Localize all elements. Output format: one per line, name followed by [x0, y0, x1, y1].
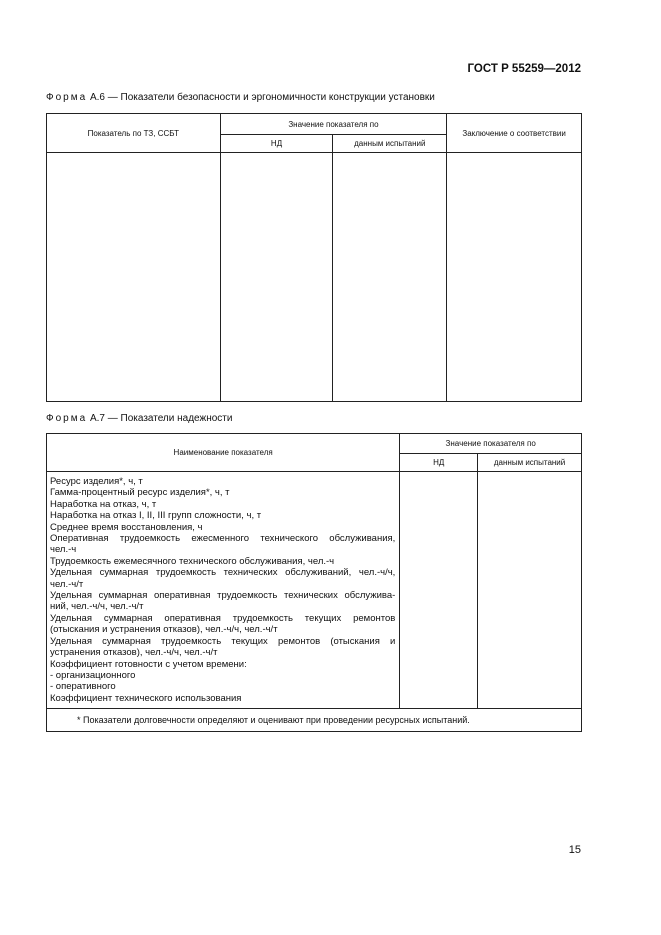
- list-item: Наработка на отказ I, II, III групп сложности, ч, т: [50, 510, 262, 522]
- empty-cell: [47, 153, 221, 402]
- col-test-header: данным испытаний: [333, 135, 447, 153]
- list-item: Оперативная трудоемкость ежесменного технического обслуживания,: [50, 533, 396, 545]
- empty-cell: [447, 153, 582, 402]
- col-nd-header: НД: [220, 135, 333, 153]
- list-item: чел.-ч: [50, 544, 77, 556]
- list-item: устранения отказов), чел.-ч/ч, чел.-ч/т: [50, 647, 218, 659]
- form-a6-table: [46, 113, 582, 402]
- list-item: Коэффициент готовности с учетом времени:: [50, 658, 247, 670]
- list-item: Наработка на отказ, ч, т: [50, 498, 157, 510]
- col-nd-header: НД: [400, 454, 478, 472]
- col-conclusion-header: Заключение о соответствии: [447, 114, 582, 153]
- col-test-header: данным испытаний: [478, 454, 582, 472]
- empty-cell: [220, 153, 333, 402]
- list-item: Гамма-процентный ресурс изделия*, ч, т: [50, 487, 230, 499]
- list-item: ний, чел.-ч/ч, чел.-ч/т: [50, 601, 144, 613]
- list-item: Удельная суммарная оперативная трудоемкость технических обслужива-: [50, 590, 396, 602]
- form-a7-table: [46, 433, 582, 732]
- col-name-header: Наименование показателя: [47, 434, 400, 472]
- indicator-list: [47, 472, 400, 709]
- list-item: Удельная суммарная трудоемкость текущих ремонтов (отыскания и: [50, 635, 396, 647]
- list-item: чел.-ч/т: [50, 578, 84, 590]
- list-item: Ресурс изделия*, ч, т: [50, 476, 143, 487]
- col-indicator-header: Показатель по ТЗ, ССБТ: [47, 114, 221, 153]
- list-item: Удельная суммарная оперативная трудоемкость текущих ремонтов: [50, 612, 396, 624]
- list-item: Удельная суммарная трудоемкость технических обслуживаний, чел.-ч/ч,: [50, 567, 396, 579]
- empty-cell: [400, 472, 478, 709]
- form-a7-caption: [46, 413, 232, 424]
- list-item: - организационного: [50, 669, 136, 681]
- standard-code: ГОСТ Р 55259—2012: [467, 63, 581, 75]
- empty-cell: [333, 153, 447, 402]
- caption-word: Форма: [46, 413, 88, 424]
- list-item: (отыскания и устранения отказов), чел.-ч/ч, чел.-ч/т: [50, 624, 278, 636]
- col-value-group-header: Значение показателя по: [220, 114, 447, 135]
- caption-word: Форма: [46, 92, 88, 103]
- col-value-group-header: Значение показателя по: [400, 434, 582, 454]
- footnote: * Показатели долговечности определяют и оценивают при проведении ресурсных испытаний.: [47, 709, 582, 732]
- list-item: Коэффициент технического использования: [50, 692, 242, 704]
- form-a6-caption: [46, 92, 435, 103]
- empty-cell: [478, 472, 582, 709]
- list-item: - оперативного: [50, 681, 116, 693]
- caption-text: А.7 — Показатели надежности: [89, 413, 233, 424]
- page-number: 15: [568, 844, 581, 856]
- list-item: Среднее время восстановления, ч: [50, 521, 203, 533]
- caption-text: А.6 — Показатели безопасности и эргономичности конструкции установки: [89, 92, 435, 103]
- list-item: Трудоемкость ежемесячного технического обслуживания, чел.-ч: [50, 555, 335, 567]
